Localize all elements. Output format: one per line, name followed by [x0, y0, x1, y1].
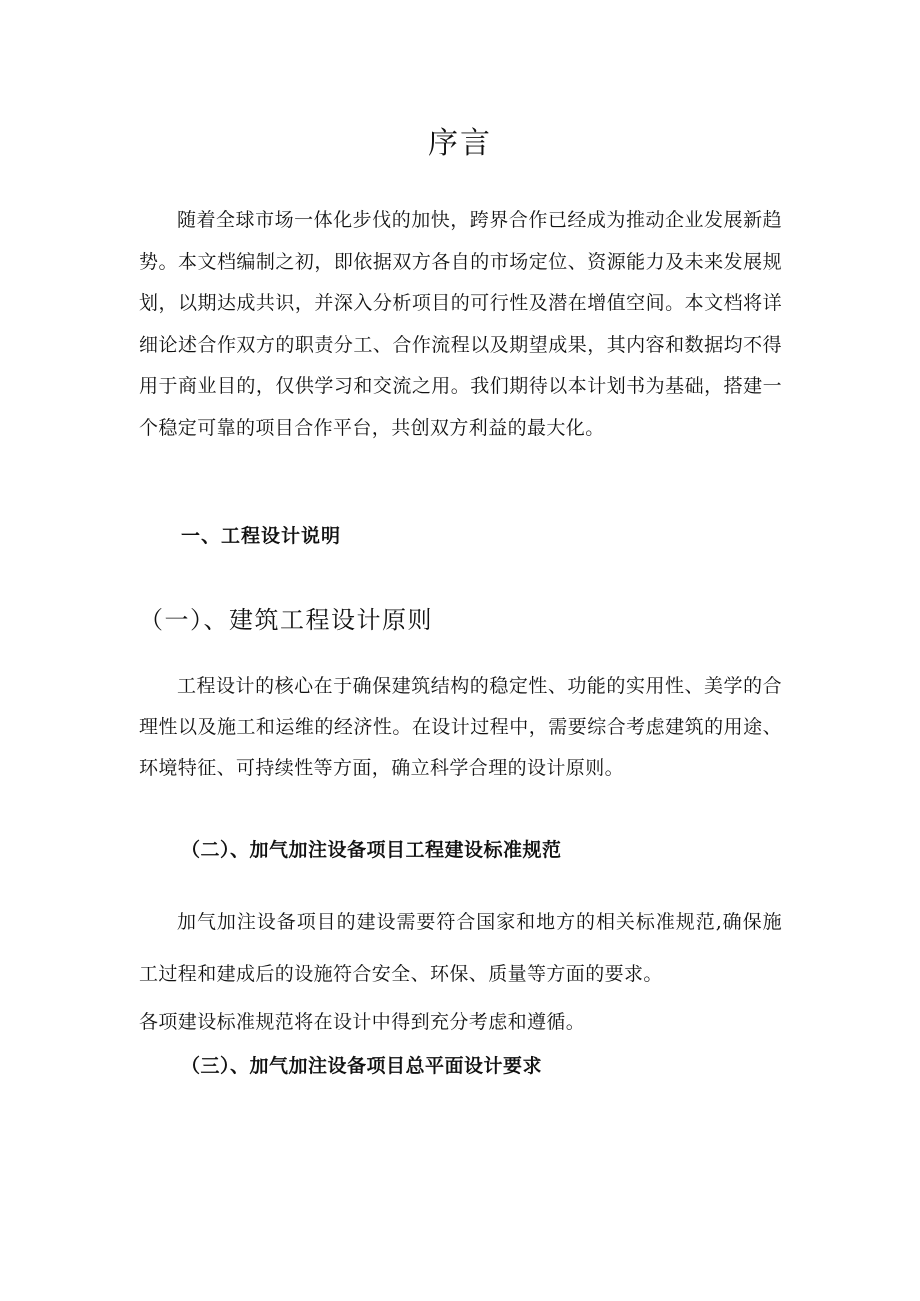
- subsection-heading-site-plan: （三）、加气加注设备项目总平面设计要求: [181, 1055, 543, 1077]
- subsection-heading-design-principles: （一）、建筑工程设计原则: [139, 606, 433, 634]
- page-title: 序言: [428, 126, 492, 161]
- intro-paragraph: 随着全球市场一体化步伐的加快，跨界合作已经成为推动企业发展新趋势。本文档编制之初，即依据双方各自的市场定位、资源能力及未来发展规划，以期达成共识，并深入分析项目的可行性及潜在增值空间。本文档将详细论述合作双方的职责分工、合作流程以及期望成果，其内容和数据均不得用于商业目的，仅供学习和交流之用。我们期待以本计划书为基础，搭建一个稳定可靠的项目合作平台，共创双方利益的最大化。: [139, 209, 782, 439]
- standards-paragraph: 加气加注设备项目的建设需要符合国家和地方的相关标准规范,确保施工过程和建成后的设施符合安全、环保、质量等方面的要求。: [139, 911, 782, 985]
- standards-followup-paragraph: 各项建设标准规范将在设计中得到充分考虑和遵循。: [139, 1011, 586, 1033]
- design-principles-paragraph: 工程设计的核心在于确保建筑结构的稳定性、功能的实用性、美学的合理性以及施工和运维的经济性。在设计过程中，需要综合考虑建筑的用途、环境特征、可持续性等方面，确立科学合理的设计原则。: [139, 675, 782, 779]
- subsection-heading-standards: （二）、加气加注设备项目工程建设标准规范: [181, 839, 562, 861]
- section-heading-engineering-design: 一、工程设计说明: [181, 525, 342, 547]
